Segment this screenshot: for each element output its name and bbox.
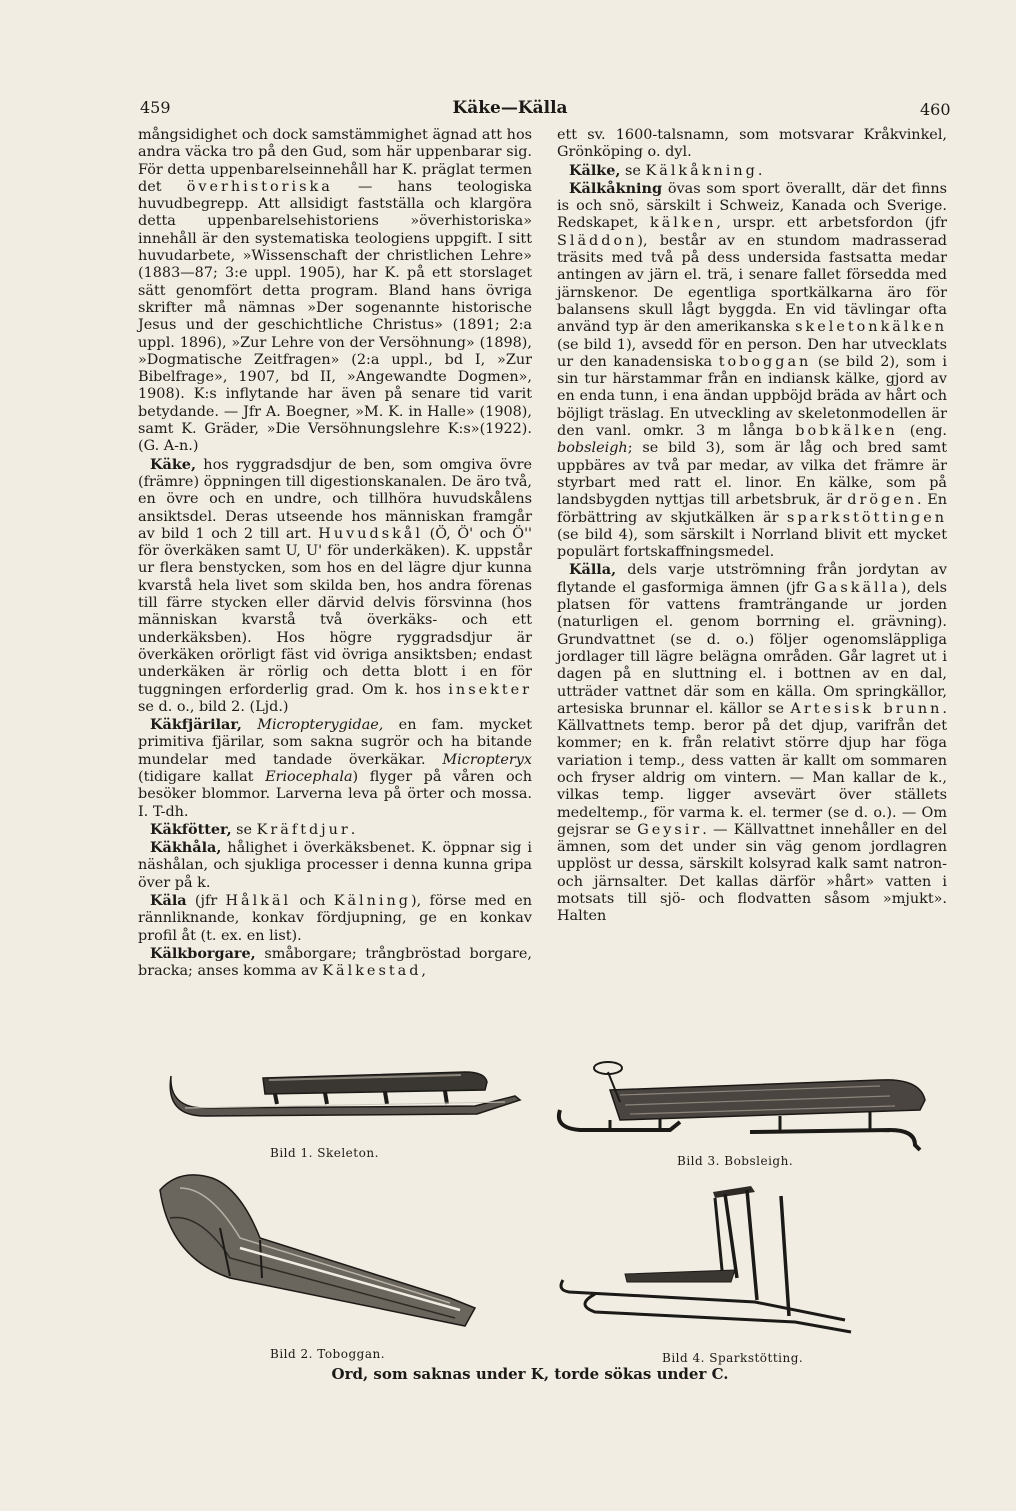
figure-caption-3: Bild 3. Bobsleigh. bbox=[677, 1154, 794, 1168]
footer-note: Ord, som saknas under K, torde sökas under C. bbox=[331, 1365, 729, 1383]
figure-caption-4: Bild 4. Sparkstötting. bbox=[662, 1351, 804, 1365]
entry-term: Käkfjärilar, bbox=[150, 716, 242, 734]
entry-term: Kälkåkning bbox=[569, 179, 663, 197]
entry-kalla: Källa, dels varje utströmning från jordytan av flytande el gasformiga ämnen (jfr Gaskälla), dels platsen för vattens framträngande ur jorden (naturligen el. genom borrning el. grävning). Grundvattnet (se d. o.) följer ogenomsläppliga jordlager till lägre belägna områden. Går lagret ut i dagen på en sluttning el. i bottnen av en dal, utträder vattnet där som en källa. Om springkällor, artesiska brunnar el. källor se Artesisk brunn. Källvattnets temp. beror på det djup, varifrån det kommer; en k. från relativt större djup har föga variation i temp., dess vatten är kallt om sommaren och fryser aldrig om vintern. — Man kallar de k., vilkas temp. ligger avsevärt över ställets medeltemp., för varma k. el. termer (se d. o.). — Om gejsrar se Geysir. — Källvattnet innehåller en del ämnen, som det under sin väg genom jordlagren upplöst ur dessa, särskilt kolsyrad kalk samt natron- och järnsalter. Det kallas därför »hårt» vatten i motsats till sjö- och flodvatten såsom »mjukt». Halten bbox=[557, 561, 948, 925]
toboggan-illustration bbox=[150, 1168, 495, 1338]
entry-term: Käke, bbox=[150, 455, 196, 473]
entry-kakfjarilar: Käkfjärilar, Micropterygidae, en fam. mycket primitiva fjärilar, som sakna sugrör och ha bitande mundelar med tandade överkäkar. Micropteryx (tidigare kallat Eriocephala) flyger på våren och besöker blommor. Larverna leva på örter och mossa. I. T-dh. bbox=[138, 716, 532, 820]
entry-kalkakning: Kälkåkning övas som sport överallt, där det finns is och snö, särskilt i Schweiz, Kanada och Sverige. Redskapet, kälken, urspr. ett arbetsfordon (jfr Släddon), består av en stundom madrasserad träsits med två på dess undersida fastsatta medar antingen av järn el. trä, i senare fallet försedda med järnskenor. De egentliga sportkälkarna äro för balansens skull lågt byggda. En vid tävlingar ofta använd typ är den amerikanska skeletonkälken (se bild 1), avsedd för en person. Den har utvecklats ur den kanadensiska toboggan (se bild 2), som i sin tur härstammar från en indiansk kälke, gjord av en enda tunn, i ena ändan uppböjd bräda av hårt och böjligt träslag. En utveckling av skeletonmodellen är den vanl. omkr. 3 m långa bobkälken (eng. bobsleigh; se bild 3), som är låg och bred samt uppbäres av två par medar, av vilka det främre är styrbart med ratt el. linor. En kälke, som på landsbygden nyttjas till arbetsbruk, är drögen. En förbättring av skjutkälken är sparkstöttingen (se bild 4), som särskilt i Norrland blivit ett mycket populärt fortskaffningsmedel. bbox=[557, 179, 948, 561]
entry-kalke: Kälke, se Kälkåkning. bbox=[569, 161, 763, 179]
bobsleigh-illustration bbox=[550, 1050, 945, 1155]
entry-term: Källa, bbox=[569, 561, 617, 579]
sparkstotting-illustration bbox=[555, 1170, 855, 1340]
entry-term: Käkfötter, bbox=[150, 820, 232, 838]
continuation-paragraph: mångsidighet och dock samstämmighet ägnad att hos andra väcka tro på den Gud, som här uppenbarar sig. För detta uppenbarelseinnehåll har K. präglat termen det överhistoriska — hans teologiska huvudbegrepp. Att allsidigt fastställa och klargöra detta uppenbarelsehistoriens »överhistoriska» innehåll är den systematiska teologiens uppgift. I sitt huvudarbete, »Wissenschaft der christlichen Lehre» (1883—87; 3:e uppl. 1905), har K. på ett storslaget sätt genomfört detta program. Bland hans övriga skrifter må nämnas »Der sogenannte historische Jesus und der geschichtliche Christus» (1891; 2:a uppl. 1896), »Zur Lehre von der Versöhnung» (1898), »Dogmatische Zeitfragen» (2:a uppl., bd I, »Zur Bibelfrage», 1907, bd II, »Angewandte Dogmen», 1908). K:s inflytande har även på senare tid varit betydande. — Jfr A. Boegner, »M. K. in Halle» (1908), samt K. Gräder, »Die Versöhnungslehre K:s»(1922). (G. A-n.) bbox=[138, 127, 532, 455]
entry-term: Käla bbox=[150, 892, 187, 910]
figure-caption-1: Bild 1. Skeleton. bbox=[270, 1146, 379, 1160]
entry-kalkborgare: Kälkborgare, småborgare; trångbröstad borgare, bracka; anses komma av Kälkestad, bbox=[138, 944, 532, 980]
left-column bbox=[138, 127, 532, 981]
entry-kakhala: Käkhåla, hålighet i överkäksbenet. K. öppnar sig i näshålan, och sjukliga processer i denna kunna gripa över på k. bbox=[138, 839, 532, 891]
continuation-paragraph: ett sv. 1600-talsnamn, som motsvarar Kråkvinkel, Grönköping o. dyl. bbox=[557, 127, 947, 161]
page-number-right: 460 bbox=[920, 100, 951, 119]
entry-term: Kälkborgare, bbox=[150, 944, 256, 962]
skeleton-sled-illustration bbox=[165, 1058, 525, 1138]
entry-kakfotter: Käkfötter, se Kräftdjur. bbox=[150, 820, 356, 838]
right-column bbox=[557, 127, 947, 926]
page-number-left: 459 bbox=[140, 98, 171, 117]
entry-kake: Käke, hos ryggradsdjur de ben, som omgiva övre (främre) öppningen till digestionskanalen. De äro två, en övre och en undre, och tillhöra huvudskålens ansiktsdel. Deras utseende hos människan framgår av bild 1 och 2 till art. Huvudskål (Ö, Ö' och Ö'' för överkäken samt U, U' för underkäken). K. uppstår ur flera benstycken, som hos en del lägre djur kunna kvarstå hela livet som skilda ben, hos andra förenas till färre stycken eller därvid delvis försvinna (hos människan kvarstå två överkäks- och ett underkäksben). Hos högre ryggradsdjur är överkäken orörligt fäst vid övriga ansiktsben; endast underkäken är rörlig och detta blott i en för tuggningen erforderlig grad. Om k. hos insekter se d. o., bild 2. (Ljd.) bbox=[138, 455, 532, 715]
entry-term: Käkhåla, bbox=[150, 839, 222, 857]
entry-kala: Käla (jfr Hålkäl och Kälning), förse med en rännliknande, konkav fördjupning, ge en konkav profil åt (t. ex. en list). bbox=[138, 892, 533, 944]
entry-term: Kälke, bbox=[569, 161, 621, 179]
figure-caption-2: Bild 2. Toboggan. bbox=[270, 1347, 386, 1361]
running-title: Käke—Källa bbox=[452, 98, 568, 118]
